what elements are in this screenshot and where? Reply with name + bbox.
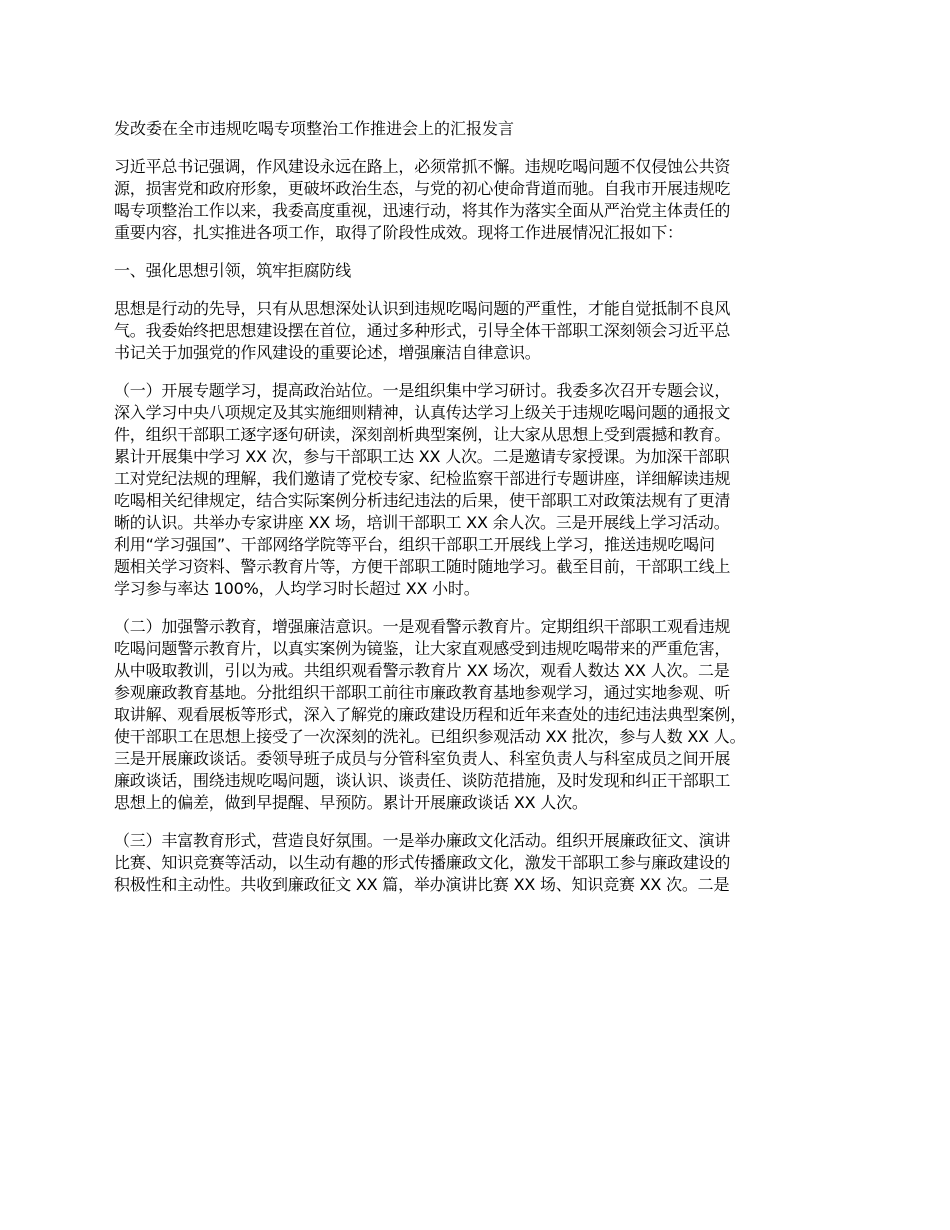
paragraph-line: 三是开展廉政谈话。委领导班子成员与分管科室负责人、科室负责人与科室成员之间开展 [114,749,731,768]
paragraph-line: 重要内容，扎实推进各项工作，取得了阶段性成效。现将工作进展情况汇报如下： [114,223,683,242]
paragraph-line: 吃喝问题警示教育片，以真实案例为镜鉴，让大家直观感受到违规吃喝带来的严重危害， [114,639,731,658]
paragraph-line: （三）丰富教育形式，营造良好氛围。一是举办廉政文化活动。组织开展廉政征文、演讲 [114,831,731,850]
paragraph-line: 深入学习中央八项规定及其实施细则精神，认真传达学习上级关于违规吃喝问题的通报文 [114,403,731,422]
paragraph-line: 题相关学习资料、警示教育片等，方便干部职工随时随地学习。截至目前，干部职工线上 [114,557,731,576]
paragraph [114,260,854,282]
paragraph-line: 廉政谈话，围绕违规吃喝问题，谈认识、谈责任、谈防范措施，及时发现和纠正干部职工 [114,771,731,790]
paragraph-line: 气。我委始终把思想建设摆在首位，通过多种形式，引导全体干部职工深刻领会习近平总 [114,321,731,340]
paragraph-line: 晰的认识。共举办专家讲座 XX 场，培训干部职工 XX 余人次。三是开展线上学习活动。 [114,513,730,532]
paragraph-line: 喝专项整治工作以来，我委高度重视，迅速行动，将其作为落实全面从严治党主体责任的 [114,201,731,220]
paragraph-line: 取讲解、观看展板等形式，深入了解党的廉政建设历程和近年来查处的违纪违法典型案例， [114,705,747,724]
paragraph-line: 件，组织干部职工逐字逐句研读，深刻剖析典型案例，让大家从思想上受到震撼和教育。 [114,425,731,444]
paragraph-line: 累计开展集中学习 XX 次，参与干部职工达 XX 人次。二是邀请专家授课。为加深干部职 [114,447,730,466]
paragraph-line: 思想上的偏差，做到早提醒、早预防。累计开展廉政谈话 XX 人次。 [114,793,588,812]
paragraph-line: 利用“学习强国”、干部网络学院等平台，组织干部职工开展线上学习，推送违规吃喝问 [114,535,715,554]
paragraph-line: 思想是行动的先导，只有从思想深处认识到违规吃喝问题的严重性，才能自觉抵制不良风 [114,299,731,318]
paragraph [114,298,854,364]
paragraph-line: 工对党纪法规的理解，我们邀请了党校专家、纪检监察干部进行专题讲座，详细解读违规 [114,469,731,488]
paragraph-line: 一、强化思想引领，筑牢拒腐防线 [114,261,352,280]
paragraph-line: 书记关于加强党的作风建设的重要论述，增强廉洁自律意识。 [114,343,541,362]
paragraph-line: 参观廉政教育基地。分批组织干部职工前往市廉政教育基地参观学习，通过实地参观、听 [114,683,731,702]
paragraph-line: 使干部职工在思想上接受了一次深刻的洗礼。已组织参观活动 XX 批次，参与人数 XX 人。 [114,727,746,746]
paragraph-line: 学习参与率达 100%，人均学习时长超过 XX 小时。 [114,579,480,598]
paragraph-line: 比赛、知识竞赛等活动，以生动有趣的形式传播廉政文化，激发干部职工参与廉政建设的 [114,853,731,872]
paragraph-line: 从中吸取教训，引以为戒。共组织观看警示教育片 XX 场次，观看人数达 XX 人次。二是 [114,661,730,680]
paragraph-line: （一）开展专题学习，提高政治站位。一是组织集中学习研讨。我委多次召开专题会议， [114,381,731,400]
paragraph [114,830,854,896]
paragraph-line: 源，损害党和政府形象，更破坏政治生态，与党的初心使命背道而驰。自我市开展违规吃 [114,179,731,198]
paragraph [114,156,854,244]
paragraph [114,616,854,814]
document-title: 发改委在全市违规吃喝专项整治工作推进会上的汇报发言 [114,119,515,138]
paragraph-line: 吃喝相关纪律规定，结合实际案例分析违纪违法的后果，使干部职工对政策法规有了更清 [114,491,731,510]
document-body [114,156,854,896]
paragraph [114,380,854,600]
paragraph-line: （二）加强警示教育，增强廉洁意识。一是观看警示教育片。定期组织干部职工观看违规 [114,617,731,636]
paragraph-line: 习近平总书记强调，作风建设永远在路上，必须常抓不懈。违规吃喝问题不仅侵蚀公共资 [114,157,731,176]
paragraph-line: 积极性和主动性。共收到廉政征文 XX 篇，举办演讲比赛 XX 场、知识竞赛 XX 次。二是 [114,875,730,894]
document-page [114,118,854,912]
